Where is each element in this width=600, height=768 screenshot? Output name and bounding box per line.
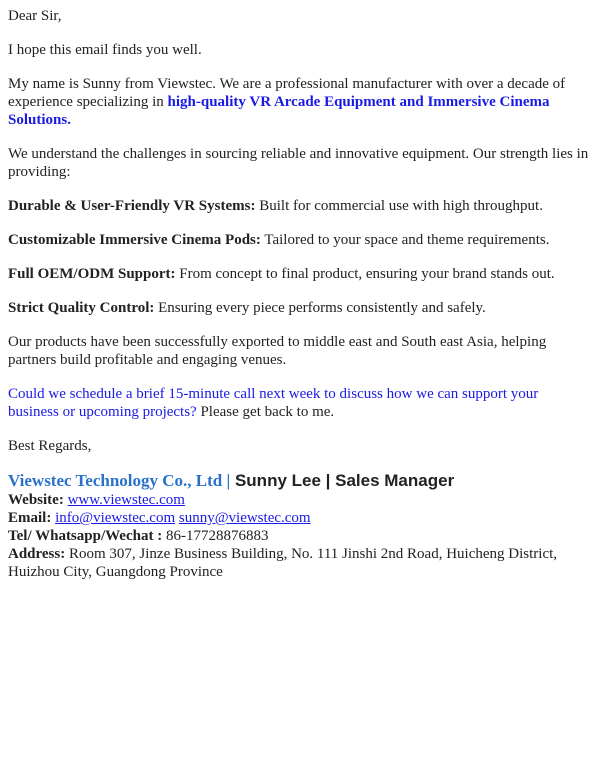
feature-text: Built for commercial use with high throughput.: [255, 198, 543, 214]
email-link-sunny[interactable]: sunny@viewstec.com: [178, 510, 311, 526]
feature-item: [8, 299, 592, 317]
address-value: Room 307, Jinze Business Building, No. 111 Jinshi 2nd Road, Huicheng District, Huizhou City, Guangdong Province: [8, 546, 558, 580]
greeting: Dear Sir,: [8, 8, 62, 24]
feature-title: Customizable Immersive Cinema Pods:: [8, 232, 261, 248]
intro-highlight: high-quality VR Arcade Equipment and Immersive Cinema Solutions.: [8, 94, 550, 128]
feature-item: [8, 197, 592, 215]
intro-paragraph: [8, 75, 592, 129]
signature-header: [8, 471, 592, 491]
cta-highlight: Could we schedule a brief 15-minute call next week to discuss how we can support your business or upcoming projects?: [8, 386, 539, 420]
challenge-paragraph: We understand the challenges in sourcing reliable and innovative equipment. Our strength lies in providing:: [8, 146, 589, 180]
feature-item: [8, 265, 592, 283]
email-link-info[interactable]: info@viewstec.com: [55, 510, 176, 526]
feature-title: Strict Quality Control:: [8, 300, 155, 316]
feature-title: Full OEM/ODM Support:: [8, 266, 176, 282]
feature-item: [8, 231, 592, 249]
signature-address: [8, 545, 592, 581]
intro-text: My name is Sunny from Viewstec. We are a professional manufacturer with over a decade of experience specializing in: [8, 76, 566, 110]
feature-text: Tailored to your space and theme requirements.: [260, 232, 550, 248]
signature-website: [8, 491, 592, 509]
email-label: Email:: [8, 510, 52, 526]
address-label: Address:: [8, 546, 66, 562]
signature-email: [8, 509, 592, 527]
website-link[interactable]: www.viewstec.com: [67, 492, 185, 508]
exports-paragraph: Our products have been successfully exported to middle east and South east Asia, helping partners build profitable and engaging venues.: [8, 334, 547, 368]
feature-text: Ensuring every piece performs consistently and safely.: [154, 300, 486, 316]
signature-company: Viewstec Technology Co., Ltd |: [8, 471, 231, 490]
closing: Best Regards,: [8, 438, 92, 454]
website-label: Website:: [8, 492, 64, 508]
cta-paragraph: [8, 385, 592, 421]
feature-text: From concept to final product, ensuring your brand stands out.: [175, 266, 555, 282]
hope-line: I hope this email finds you well.: [8, 42, 202, 58]
signature-tel: [8, 527, 592, 545]
cta-text: Please get back to me.: [196, 404, 335, 420]
signature-person: Sunny Lee | Sales Manager: [230, 471, 455, 490]
feature-title: Durable & User-Friendly VR Systems:: [8, 198, 256, 214]
tel-value: 86-17728876883: [162, 528, 269, 544]
tel-label: Tel/ Whatsapp/Wechat :: [8, 528, 163, 544]
